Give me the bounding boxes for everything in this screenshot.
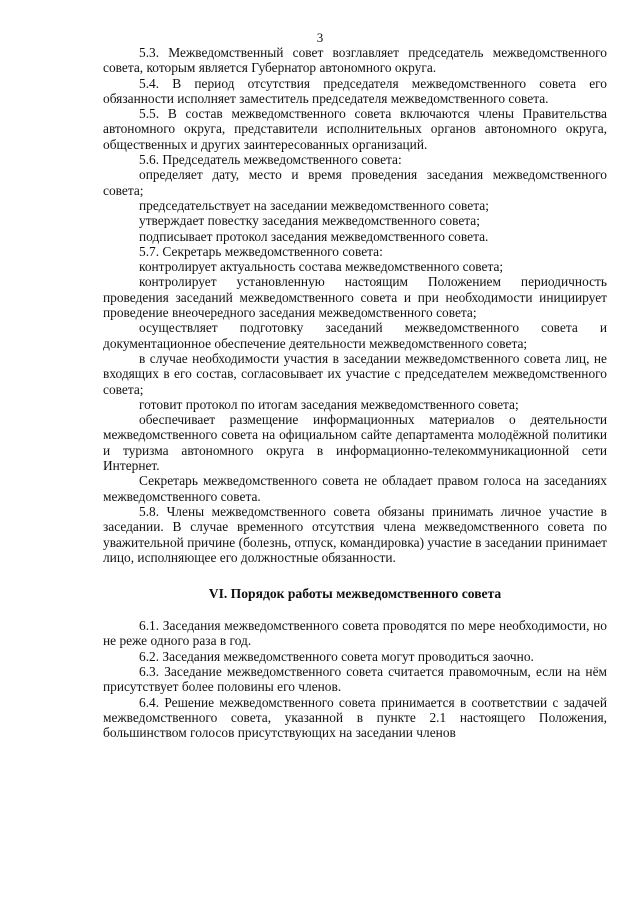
paragraph: осуществляет подготовку заседаний межведомственного совета и документационное обеспечение деятельности межведомственного совета; bbox=[103, 320, 607, 351]
document-body bbox=[103, 45, 607, 740]
paragraph: председательствует на заседании межведомственного совета; bbox=[139, 197, 489, 213]
paragraph: в случае необходимости участия в заседании межведомственного совета лиц, не входящих в его состав, согласовывает их участие с председателем межведомственного совета; bbox=[103, 350, 607, 397]
paragraph: подписывает протокол заседания межведомственного совета. bbox=[139, 228, 489, 244]
section-five-paragraphs bbox=[103, 45, 607, 565]
paragraph: 5.6. Председатель межведомственного совета: bbox=[139, 152, 402, 168]
paragraph: 6.1. Заседания межведомственного совета проводятся по мере необходимости, но не реже одного раза в год. bbox=[103, 618, 607, 649]
paragraph: 6.2. Заседания межведомственного совета могут проводиться заочно. bbox=[139, 648, 534, 664]
page-number: 3 bbox=[316, 30, 324, 45]
paragraph: обеспечивает размещение информационных материалов о деятельности межведомственного совета на официальном сайте департамента молодёжной политики и туризма автономного округа в информационно-телекоммуникационной сети Интернет. bbox=[103, 412, 607, 474]
paragraph: контролирует актуальность состава межведомственного совета; bbox=[139, 259, 504, 275]
paragraph: 5.3. Межведомственный совет возглавляет председатель межведомственного совета, которым является Губернатор автономного округа. bbox=[103, 45, 607, 76]
section-six-paragraphs bbox=[103, 618, 607, 740]
paragraph: 5.5. В состав межведомственного совета включаются члены Правительства автономного округа, представители исполнительных органов автономного округа, общественных и других заинтересованных организаций. bbox=[103, 106, 607, 152]
paragraph: готовит протокол по итогам заседания межведомственного совета; bbox=[139, 396, 519, 412]
paragraph: утверждает повестку заседания межведомственного совета; bbox=[139, 213, 480, 229]
paragraph: 5.8. Члены межведомственного совета обязаны принимать личное участие в заседании. В случае временного отсутствия члена межведомственного совета по уважительной причине (болезнь, отпуск, командировка) участие в заседании принимает лицо, исполняющее его должностные обязанности. bbox=[103, 503, 607, 565]
paragraph: Секретарь межведомственного совета не обладает правом голоса на заседаниях межведомственного совета. bbox=[103, 473, 607, 504]
paragraph: контролирует установленную настоящим Положением периодичность проведения заседаний межведомственного совета и при необходимости инициирует проведение внеочередного заседания межведомственного совета; bbox=[103, 274, 607, 321]
section-title: VI. Порядок работы межведомственного совета bbox=[208, 586, 502, 602]
paragraph: 6.3. Заседание межведомственного совета считается правомочным, если на нём присутствует более половины его членов. bbox=[103, 663, 607, 695]
paragraph: 6.4. Решение межведомственного совета принимается в соответствии с задачей межведомственного совета, указанной в пункте 2.1 настоящего Положения, большинством голосов присутствующих на заседании членов bbox=[103, 694, 607, 741]
paragraph: 5.7. Секретарь межведомственного совета: bbox=[139, 243, 383, 259]
paragraph: 5.4. В период отсутствия председателя межведомственного совета его обязанности исполняет заместитель председателя межведомственного совета. bbox=[103, 75, 607, 106]
paragraph: определяет дату, место и время проведения заседания межведомственного совета; bbox=[103, 167, 607, 198]
